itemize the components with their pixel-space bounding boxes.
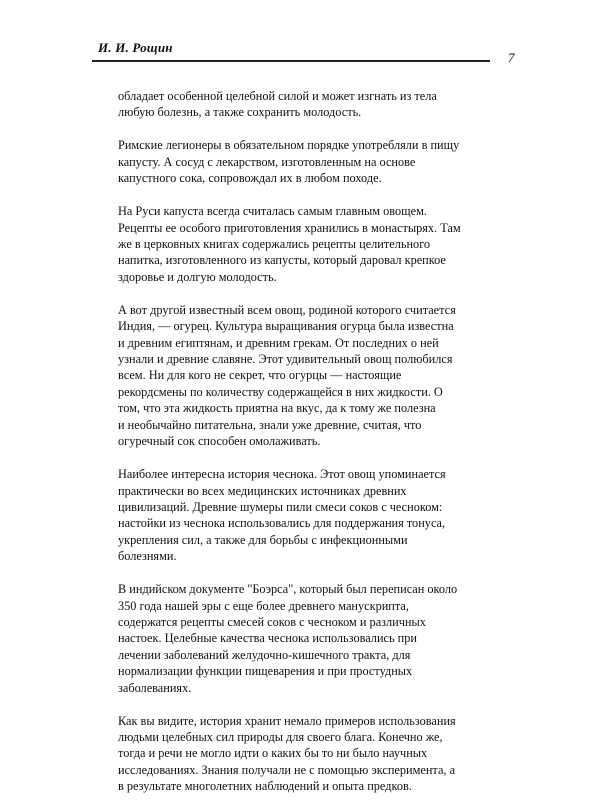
text-line: Римские легионеры в обязательном порядке употребляли в пищу bbox=[118, 138, 460, 153]
body-text bbox=[118, 88, 476, 811]
paragraph bbox=[118, 203, 476, 285]
text-line: узнали и древние славяне. Этот удивительный овощ полюбился bbox=[118, 352, 453, 367]
text-line: настойки из чеснока использовались для поддержания тонуса, bbox=[118, 516, 446, 531]
text-line: укрепления сил, а также для борьбы с инфекционными bbox=[118, 532, 408, 547]
text-line: Индия, — огурец. Культура выращивания огурца была известна bbox=[118, 319, 454, 334]
text-line: Рецепты ее особого приготовления хранились в монастырях. Там bbox=[118, 220, 461, 235]
text-line: здоровье и долгую молодость. bbox=[118, 269, 277, 284]
text-line: в результате многолетних наблюдений и опыта предков. bbox=[118, 779, 412, 794]
running-head-author: И. И. Рощин bbox=[98, 40, 173, 55]
text-line: капустного сока, сопровождал их в любом походе. bbox=[118, 171, 382, 186]
text-line: болезнями. bbox=[118, 549, 177, 564]
header-rule bbox=[92, 60, 490, 62]
text-line: и необычайно питательна, знали уже древние, считая, что bbox=[118, 417, 422, 432]
text-line: же в церковных книгах содержались рецепты целительного bbox=[118, 237, 431, 252]
paragraph bbox=[118, 88, 476, 121]
text-line: заболеваниях. bbox=[118, 680, 192, 695]
text-line: огуречный сок способен омолаживать. bbox=[118, 434, 321, 449]
text-line: цивилизаций. Древние шумеры пили смеси соков с чесноком: bbox=[118, 499, 443, 514]
paragraph bbox=[118, 581, 476, 696]
text-line: всем. Ни для кого не секрет, что огурцы — настоящие bbox=[118, 368, 402, 383]
text-line: лечении заболеваний желудочно-кишечного тракта, для bbox=[118, 647, 411, 662]
text-line: 350 года нашей эры с еще более древнего манускрипта, bbox=[118, 598, 409, 613]
text-line: капусту. А сосуд с лекарством, изготовленным на основе bbox=[118, 154, 416, 169]
text-line: А вот другой известный всем овощ, родиной которого считается bbox=[118, 302, 456, 317]
page-number: 7 bbox=[508, 50, 515, 65]
text-line: Как вы видите, история хранит немало примеров использования bbox=[118, 713, 456, 728]
text-line: том, что эта жидкость приятна на вкус, да к тому же полезна bbox=[118, 401, 436, 416]
paragraph bbox=[118, 302, 476, 450]
text-line: и древним египтянам, и древним грекам. От последних о ней bbox=[118, 335, 439, 350]
text-line: настоек. Целебные качества чеснока использовались при bbox=[118, 631, 417, 646]
paragraph bbox=[118, 466, 476, 564]
text-line: тогда и речи не могло идти о каких бы то ни было научных bbox=[118, 746, 428, 761]
text-line: напитка, изготовленного из капусты, который даровал крепкое bbox=[118, 253, 446, 268]
text-line: обладает особенной целебной силой и может изгнать из тела bbox=[118, 89, 437, 103]
text-line: На Руси капуста всегда считалась самым главным овощем. bbox=[118, 204, 427, 219]
text-line: нормализации функции пищеварения и при простудных bbox=[118, 664, 413, 679]
text-line: содержатся рецепты смесей соков с чесноком и различных bbox=[118, 614, 426, 629]
text-line: исследованиях. Знания получали не с помощью эксперимента, а bbox=[118, 762, 456, 777]
text-line: В индийском документе "Боэрса", который был переписан около bbox=[118, 582, 458, 597]
text-line: любую болезнь, а также сохранить молодость. bbox=[118, 105, 362, 120]
paragraph bbox=[118, 137, 476, 186]
text-line: рекордсмены по количеству содержащейся в них жидкости. О bbox=[118, 384, 443, 399]
page-header bbox=[92, 38, 520, 62]
text-line: людьми целебных сил природы для своего блага. Конечно же, bbox=[118, 729, 443, 744]
text-line: практически во всех медицинских источниках древних bbox=[118, 483, 407, 498]
text-line: Наиболее интересна история чеснока. Этот овощ упоминается bbox=[118, 467, 446, 482]
paragraph bbox=[118, 713, 476, 795]
